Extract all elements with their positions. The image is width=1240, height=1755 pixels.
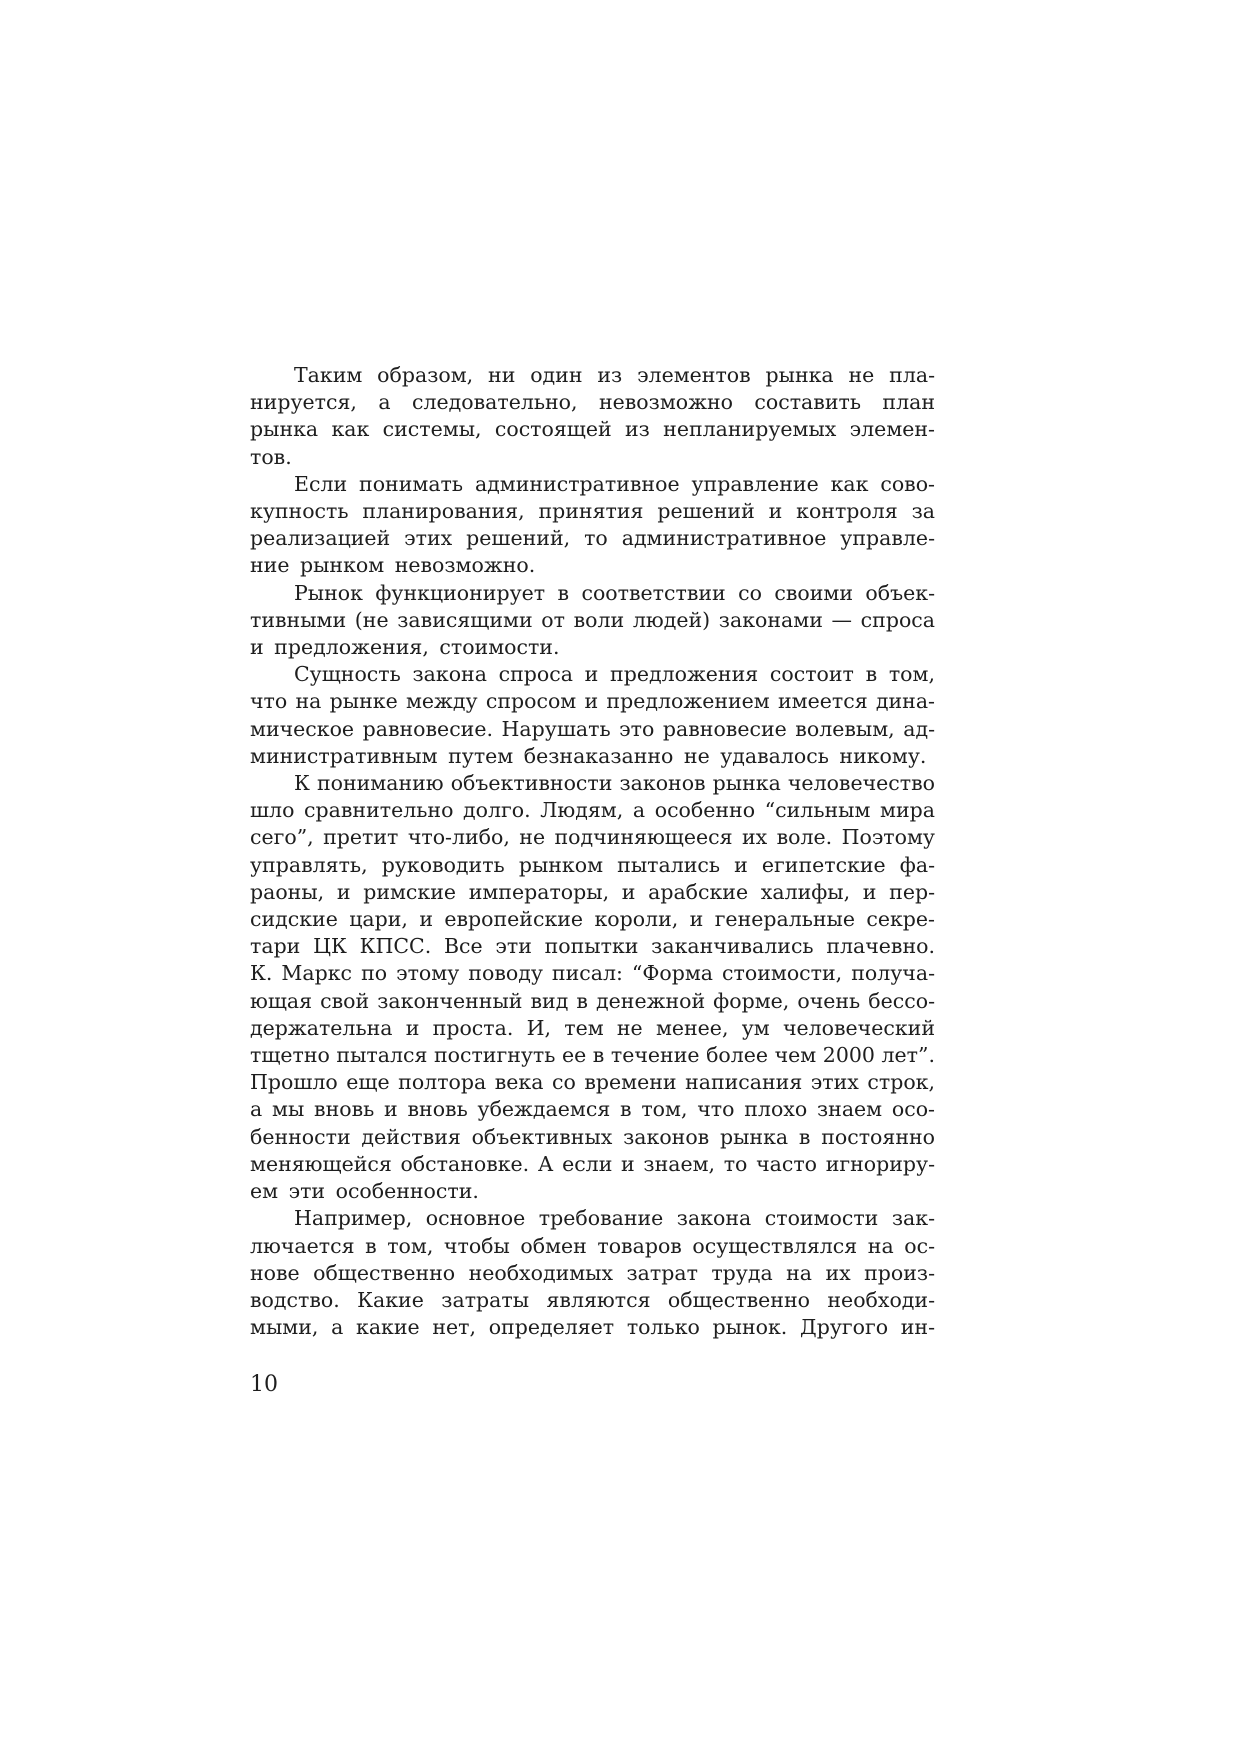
text-line: Например, основное требование закона стоимости зак- (294, 1206, 935, 1231)
text-line: рынка как системы, состоящей из непланируемых элемен- (250, 417, 935, 442)
paragraph-1 (250, 362, 935, 471)
text-line: тщетно пытался постигнуть ее в течение более чем 2000 лет”. (250, 1043, 935, 1068)
text-line: шло сравнительно долго. Людям, а особенно “сильным мира (250, 798, 935, 823)
text-line: сего”, претит что-либо, не подчиняющееся их воле. Поэтому (250, 825, 935, 850)
text-line: ющая свой законченный вид в денежной форме, очень бессо- (250, 988, 935, 1013)
text-line: К. Маркс по этому поводу писал: “Форма стоимости, получа- (250, 961, 935, 986)
text-line: лючается в том, чтобы обмен товаров осуществлялся на ос- (250, 1233, 935, 1258)
text-line: ем эти особенности. (250, 1179, 479, 1204)
paragraph-4 (250, 661, 935, 770)
text-line: Прошло еще полтора века со времени написания этих строк, (250, 1070, 935, 1095)
text-line: нируется, а следовательно, невозможно составить план (250, 390, 935, 415)
text-line: К пониманию объективности законов рынка человечество (294, 771, 935, 796)
paragraph-2 (250, 471, 935, 580)
body-text (250, 362, 935, 1341)
text-line: сидские цари, и европейские короли, и генеральные секре- (250, 907, 935, 932)
paragraph-5 (250, 770, 935, 1205)
text-line: министративным путем безнаказанно не удавалось никому. (250, 743, 927, 768)
text-line: раоны, и римские императоры, и арабские халифы, и пер- (250, 879, 935, 904)
text-line: реализацией этих решений, то административное управле- (250, 526, 935, 551)
text-line: держательна и проста. И, тем не менее, ум человеческий (250, 1015, 935, 1040)
text-line: Рынок функционирует в соответствии со своими объек- (294, 580, 935, 605)
text-line: Таким образом, ни один из элементов рынка не пла- (294, 363, 935, 387)
text-line: купность планирования, принятия решений и контроля за (250, 499, 935, 524)
text-line: меняющейся обстановке. А если и знаем, то часто игнориру- (250, 1151, 935, 1176)
paragraph-3 (250, 580, 935, 662)
paragraph-6 (250, 1205, 935, 1341)
text-line: тов. (250, 444, 292, 469)
text-line: нове общественно необходимых затрат труда на их произ- (250, 1260, 935, 1285)
text-line: управлять, руководить рынком пытались и египетские фа- (250, 852, 935, 877)
text-line: а мы вновь и вновь убеждаемся в том, что плохо знаем осо- (250, 1097, 935, 1122)
text-line: водство. Какие затраты являются общественно необходи- (250, 1287, 935, 1312)
text-line: и предложения, стоимости. (250, 635, 560, 660)
text-line: Сущность закона спроса и предложения состоит в том, (294, 662, 935, 687)
text-line: Если понимать административное управление как сово- (294, 471, 935, 496)
text-line: мыми, а какие нет, определяет только рынок. Другого ин- (250, 1315, 935, 1340)
text-line: бенности действия объективных законов рынка в постоянно (250, 1124, 935, 1149)
page-number: 10 (250, 1372, 278, 1397)
text-line: тари ЦК КПСС. Все эти попытки заканчивались плачевно. (250, 934, 935, 959)
text-line: что на рынке между спросом и предложением имеется дина- (250, 689, 935, 714)
text-line: мическое равновесие. Нарушать это равновесие волевым, ад- (250, 716, 935, 741)
text-line: ние рынком невозможно. (250, 553, 536, 578)
text-line: тивными (не зависящими от воли людей) законами — спроса (250, 607, 935, 632)
